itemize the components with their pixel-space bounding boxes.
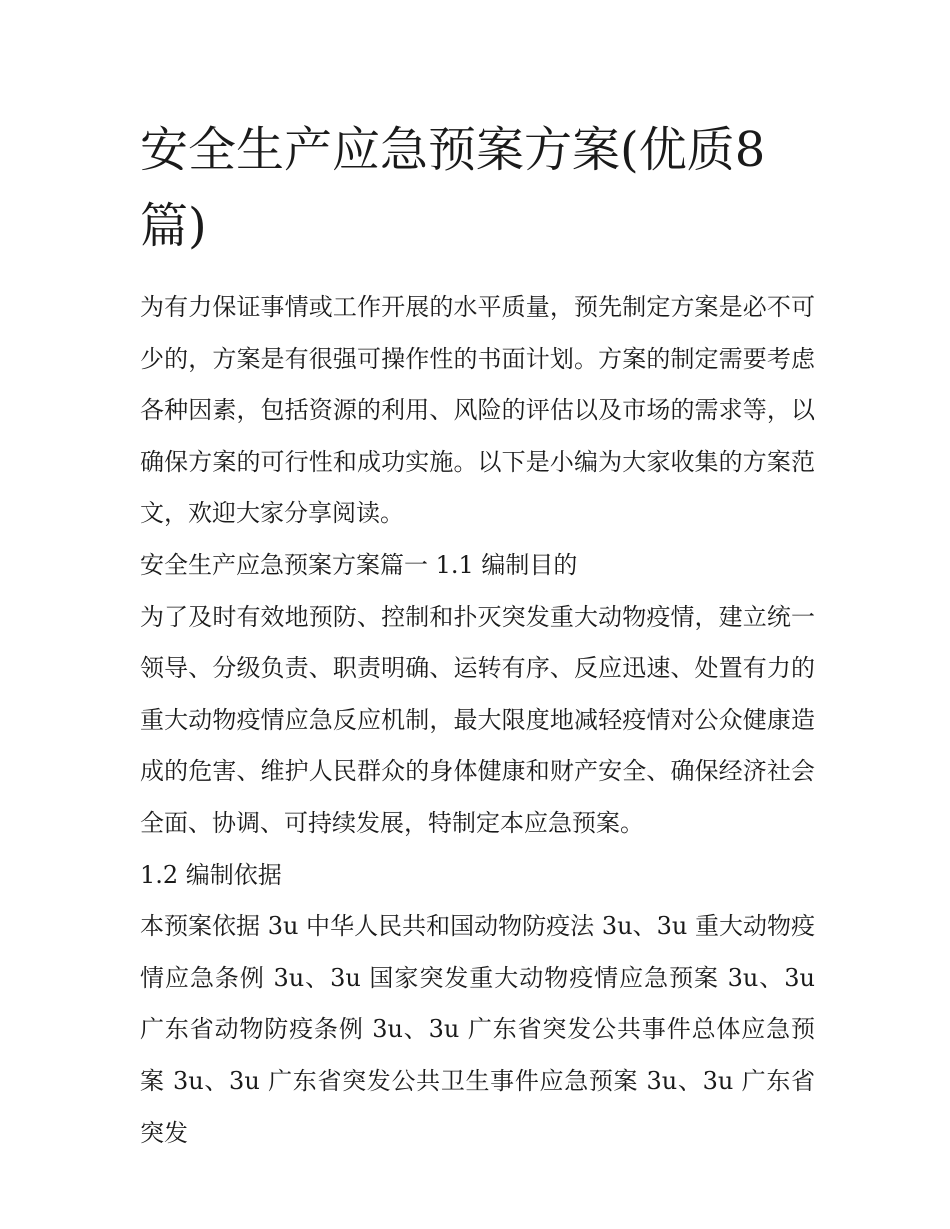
document-title: 安全生产应急预案方案(优质8篇)	[140, 122, 766, 254]
section-heading-1-1: 安全生产应急预案方案篇一 1.1 编制目的	[140, 550, 578, 579]
purpose-paragraph: 为了及时有效地预防、控制和扑灭突发重大动物疫情，建立统一领导、分级负责、职责明确、运转有序、反应迅速、处置有力的重大动物疫情应急反应机制，最大限度地减轻疫情对公众健康造成的危害、维护人民群众的身体健康和财产安全、确保经济社会全面、协调、可持续发展，特制定本应急预案。	[140, 602, 815, 837]
section-heading-1-2: 1.2 编制依据	[140, 860, 282, 889]
intro-paragraph: 为有力保证事情或工作开展的水平质量，预先制定方案是必不可少的，方案是有很强可操作性的书面计划。方案的制定需要考虑各种因素，包括资源的利用、风险的评估以及市场的需求等，以确保方案的可行性和成功实施。以下是小编为大家收集的方案范文，欢迎大家分享阅读。	[140, 293, 815, 528]
basis-paragraph: 本预案依据 3u 中华人民共和国动物防疫法 3u、3u 重大动物疫情应急条例 3u、3u 国家突发重大动物疫情应急预案 3u、3u 广东省动物防疫条例 3u、3u 广东省突发公共事件总体应急预案 3u、3u 广东省突发公共卫生事件应急预案 3u、3u 广东省突发	[140, 912, 815, 1147]
document-page	[140, 112, 815, 1159]
